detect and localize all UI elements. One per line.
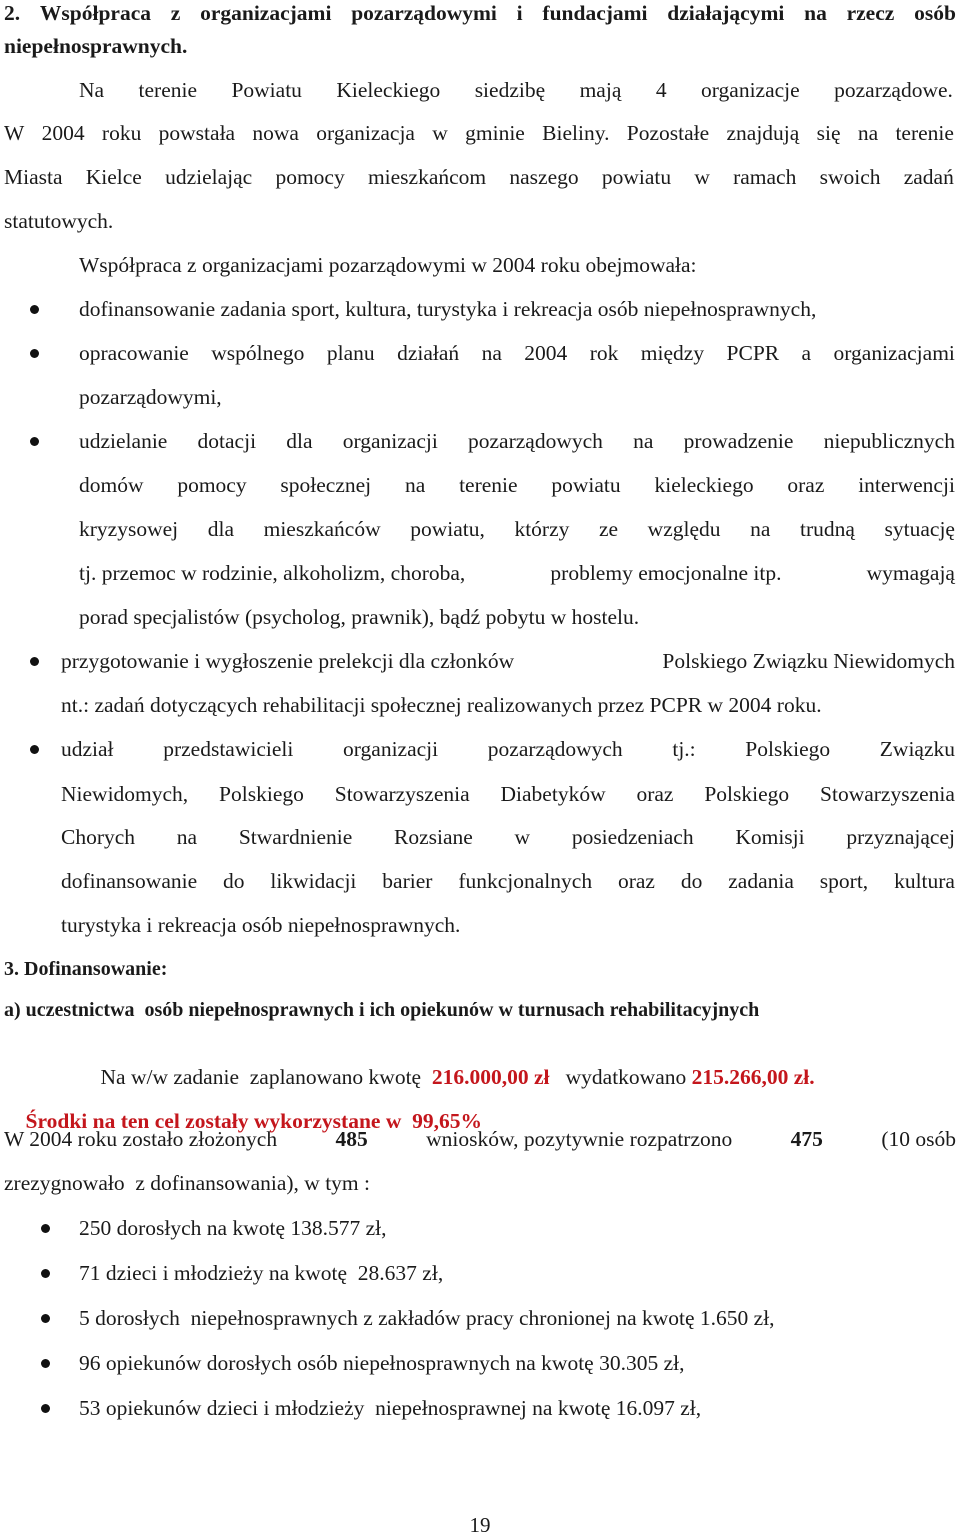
cooperation-item-2-line-1 bbox=[79, 340, 955, 366]
word: 2004 bbox=[524, 341, 568, 365]
bullet-icon bbox=[41, 1404, 50, 1413]
word: wymagają bbox=[866, 561, 955, 585]
word: udział bbox=[61, 737, 114, 761]
intro-line-4: statutowych. bbox=[4, 209, 114, 233]
word: fundacjami bbox=[542, 1, 648, 25]
word: znajdują bbox=[726, 121, 800, 145]
cooperation-item-3-line-2 bbox=[79, 472, 955, 498]
word: roku bbox=[101, 121, 142, 145]
planned-amount: 216.000,00 zł bbox=[431, 1065, 550, 1089]
word: planu bbox=[326, 341, 375, 365]
cooperation-item-1: dofinansowanie zadania sport, kultura, turystyka i rekreacja osób niepełnosprawnych, bbox=[79, 297, 817, 321]
bullet-icon bbox=[30, 305, 39, 314]
bullet-icon bbox=[30, 349, 39, 358]
word: organizacji bbox=[342, 429, 438, 453]
word: działającymi bbox=[667, 1, 785, 25]
word: funkcjonalnych bbox=[458, 869, 593, 893]
word: ze bbox=[598, 517, 619, 541]
intro-line-2 bbox=[4, 120, 954, 146]
word: Niewidomych, bbox=[61, 782, 189, 806]
word: siedzibę bbox=[474, 78, 546, 102]
word: kryzysowej bbox=[79, 517, 179, 541]
word: do bbox=[680, 869, 703, 893]
applications-line-1 bbox=[4, 1126, 956, 1152]
word: Stowarzyszenia bbox=[820, 782, 955, 806]
word: kultura bbox=[894, 869, 955, 893]
cooperation-intro: Współpraca z organizacjami pozarządowymi w 2004 roku obejmowała: bbox=[79, 253, 697, 277]
applications-approved-count: 475 bbox=[790, 1127, 823, 1151]
word: oraz bbox=[787, 473, 825, 497]
word: udzielając bbox=[165, 165, 253, 189]
word: Diabetyków bbox=[500, 782, 606, 806]
page-number: 19 bbox=[469, 1513, 491, 1537]
word: działań bbox=[397, 341, 460, 365]
word: dofinansowanie bbox=[61, 869, 198, 893]
word: rzecz bbox=[846, 1, 895, 25]
cooperation-item-2-line-2: pozarządowymi, bbox=[79, 385, 222, 409]
bullet-icon bbox=[41, 1314, 50, 1323]
breakdown-item: 53 opiekunów dzieci i młodzieży niepełnosprawnej na kwotę 16.097 zł, bbox=[79, 1396, 702, 1420]
word: Stowarzyszenia bbox=[334, 782, 470, 806]
cooperation-item-5-line-3 bbox=[61, 824, 955, 850]
word: oraz bbox=[636, 782, 674, 806]
applications-resigned-note: (10 osób bbox=[881, 1127, 956, 1151]
breakdown-item: 71 dzieci i młodzieży na kwotę 28.637 zł, bbox=[79, 1261, 444, 1285]
word: mieszkańcom bbox=[367, 165, 487, 189]
word: na bbox=[633, 429, 654, 453]
word: i bbox=[516, 1, 523, 25]
word: do bbox=[223, 869, 245, 893]
intro-line-1 bbox=[79, 77, 953, 103]
word: Polskiego bbox=[219, 782, 304, 806]
word: nowa bbox=[252, 121, 299, 145]
spent-amount: 215.266,00 zł. bbox=[691, 1065, 815, 1089]
word: na bbox=[404, 473, 426, 497]
section-2-heading-line-2: niepełnosprawnych. bbox=[4, 34, 188, 58]
word: Komisji bbox=[735, 825, 805, 849]
word: pozarządowe. bbox=[834, 78, 953, 102]
word: udzielanie bbox=[79, 429, 168, 453]
cooperation-item-3-line-5: porad specjalistów (psycholog, prawnik), bądź pobytu w hostelu. bbox=[79, 605, 640, 629]
word: Polskiego bbox=[704, 782, 790, 806]
word: w bbox=[432, 121, 448, 145]
word: Pozostałe bbox=[626, 121, 710, 145]
word: na bbox=[857, 121, 879, 145]
word: pomocy bbox=[177, 473, 247, 497]
breakdown-item: 5 dorosłych niepełnosprawnych z zakładów pracy chronionej na kwotę 1.650 zł, bbox=[79, 1306, 775, 1330]
word: organizacjami bbox=[833, 341, 955, 365]
word: opracowanie bbox=[79, 341, 189, 365]
word: organizacjami bbox=[200, 1, 332, 25]
cooperation-item-3-line-4 bbox=[79, 560, 955, 586]
word: a bbox=[801, 341, 812, 365]
word: problemy emocjonalne itp. bbox=[550, 561, 782, 585]
cooperation-item-5-line-1 bbox=[61, 736, 955, 762]
cooperation-item-5-line-2 bbox=[61, 781, 955, 807]
word: oraz bbox=[617, 869, 655, 893]
word: niepublicznych bbox=[823, 429, 955, 453]
word: sport, bbox=[819, 869, 869, 893]
word: tj.: bbox=[672, 737, 696, 761]
word: trudną bbox=[800, 517, 855, 541]
applications-submitted-count: 485 bbox=[335, 1127, 368, 1151]
word: terenie bbox=[138, 78, 198, 102]
applications-submitted-label: W 2004 roku zostało złożonych bbox=[4, 1127, 278, 1151]
bullet-icon bbox=[30, 437, 39, 446]
word: dotacji bbox=[197, 429, 257, 453]
applications-line-2: zrezygnowało z dofinansowania), w tym : bbox=[4, 1171, 370, 1195]
spent-label: wydatkowano bbox=[565, 1065, 687, 1089]
word: mają bbox=[579, 78, 622, 102]
breakdown-item: 96 opiekunów dorosłych osób niepełnosprawnych na kwotę 30.305 zł, bbox=[79, 1351, 685, 1375]
cooperation-item-3-line-3 bbox=[79, 516, 955, 542]
word: Polskiego bbox=[745, 737, 831, 761]
word: Miasta bbox=[4, 165, 63, 189]
section-3-heading: 3. Dofinansowanie: bbox=[4, 958, 168, 980]
funding-amounts-line bbox=[79, 1038, 815, 1089]
word: Polskiego Związku Niewidomych bbox=[662, 649, 955, 673]
word: w bbox=[694, 165, 710, 189]
word: powiatu bbox=[601, 165, 672, 189]
word: swoich bbox=[819, 165, 881, 189]
word: Współpraca bbox=[39, 1, 151, 25]
bullet-icon bbox=[41, 1224, 50, 1233]
word: dla bbox=[286, 429, 313, 453]
word: na bbox=[481, 341, 502, 365]
word: organizacja bbox=[316, 121, 415, 145]
word: Powiatu bbox=[231, 78, 302, 102]
word: przedstawicieli bbox=[163, 737, 294, 761]
word: sytuację bbox=[884, 517, 955, 541]
word: powstała bbox=[158, 121, 236, 145]
word: społecznej bbox=[280, 473, 372, 497]
word: rok bbox=[589, 341, 619, 365]
word: organizacje bbox=[701, 78, 800, 102]
word: prowadzenie bbox=[683, 429, 794, 453]
word: którzy bbox=[514, 517, 570, 541]
word: na bbox=[176, 825, 198, 849]
word: się bbox=[816, 121, 841, 145]
word: organizacji bbox=[343, 737, 439, 761]
bullet-icon bbox=[41, 1359, 50, 1368]
usage-label: Środki na ten cel zostały wykorzystane w bbox=[25, 1109, 402, 1133]
word: interwencji bbox=[858, 473, 955, 497]
word: mieszkańców bbox=[263, 517, 381, 541]
intro-line-3 bbox=[4, 164, 954, 190]
cooperation-item-4-line-2: nt.: zadań dotyczących rehabilitacji społecznej realizowanych przez PCPR w 2004 roku. bbox=[61, 693, 822, 717]
word: Na bbox=[79, 78, 105, 102]
section-3-subheading: a) uczestnictwa osób niepełnosprawnych i ich opiekunów w turnusach rehabilitacyjnych bbox=[4, 999, 760, 1021]
word: w bbox=[514, 825, 531, 849]
usage-line bbox=[4, 1082, 482, 1133]
planned-label: Na w/w zadanie zaplanowano kwotę bbox=[100, 1065, 422, 1089]
word: kieleckiego bbox=[654, 473, 754, 497]
word: barier bbox=[382, 869, 433, 893]
word: likwidacji bbox=[270, 869, 357, 893]
word: ramach bbox=[733, 165, 797, 189]
word: pozarządowych bbox=[487, 737, 623, 761]
bullet-icon bbox=[30, 745, 39, 754]
word: względu bbox=[647, 517, 721, 541]
word: powiatu bbox=[551, 473, 621, 497]
word: terenie bbox=[459, 473, 518, 497]
word: przyznającej bbox=[846, 825, 955, 849]
word: 2004 bbox=[41, 121, 85, 145]
word: dla bbox=[207, 517, 234, 541]
cooperation-item-4-line-1 bbox=[61, 648, 955, 674]
cooperation-item-3-line-1 bbox=[79, 428, 955, 454]
word: PCPR bbox=[726, 341, 780, 365]
breakdown-item: 250 dorosłych na kwotę 138.577 zł, bbox=[79, 1216, 387, 1240]
word: Bieliny. bbox=[542, 121, 610, 145]
word: domów bbox=[79, 473, 144, 497]
word: pozarządowymi bbox=[351, 1, 497, 25]
word: przygotowanie i wygłoszenie prelekcji dla członków bbox=[61, 649, 515, 673]
applications-approved-label: wniosków, pozytywnie rozpatrzono bbox=[426, 1127, 733, 1151]
word: osób bbox=[914, 1, 956, 25]
word: 2. bbox=[4, 1, 21, 25]
word: zadania bbox=[728, 869, 794, 893]
word: na bbox=[750, 517, 771, 541]
word: 4 bbox=[655, 78, 667, 102]
word: gminie bbox=[465, 121, 525, 145]
word: wspólnego bbox=[211, 341, 305, 365]
word: Kieleckiego bbox=[336, 78, 441, 102]
word: Związku bbox=[879, 737, 955, 761]
word: Rozsiane bbox=[394, 825, 473, 849]
word: Stwardnienie bbox=[238, 825, 353, 849]
word: powiatu, bbox=[410, 517, 485, 541]
word: zadań bbox=[903, 165, 954, 189]
word: posiedzeniach bbox=[571, 825, 694, 849]
word: Kielce bbox=[85, 165, 142, 189]
word: na bbox=[804, 1, 827, 25]
word: Chorych bbox=[61, 825, 136, 849]
cooperation-item-5-line-4 bbox=[61, 868, 955, 894]
word: naszego bbox=[509, 165, 579, 189]
word: tj. przemoc w rodzinie, alkoholizm, choroba, bbox=[79, 561, 466, 585]
bullet-icon bbox=[41, 1269, 50, 1278]
bullet-icon bbox=[30, 657, 39, 666]
section-2-heading-line-1 bbox=[4, 0, 956, 26]
word: z bbox=[170, 1, 181, 25]
word: między bbox=[640, 341, 705, 365]
word: terenie bbox=[895, 121, 954, 145]
cooperation-item-5-line-5: turystyka i rekreacja osób niepełnosprawnych. bbox=[61, 913, 461, 937]
word: W bbox=[4, 121, 25, 145]
usage-percent: 99,65% bbox=[412, 1109, 482, 1133]
word: pomocy bbox=[275, 165, 345, 189]
word: pozarządowych bbox=[468, 429, 603, 453]
